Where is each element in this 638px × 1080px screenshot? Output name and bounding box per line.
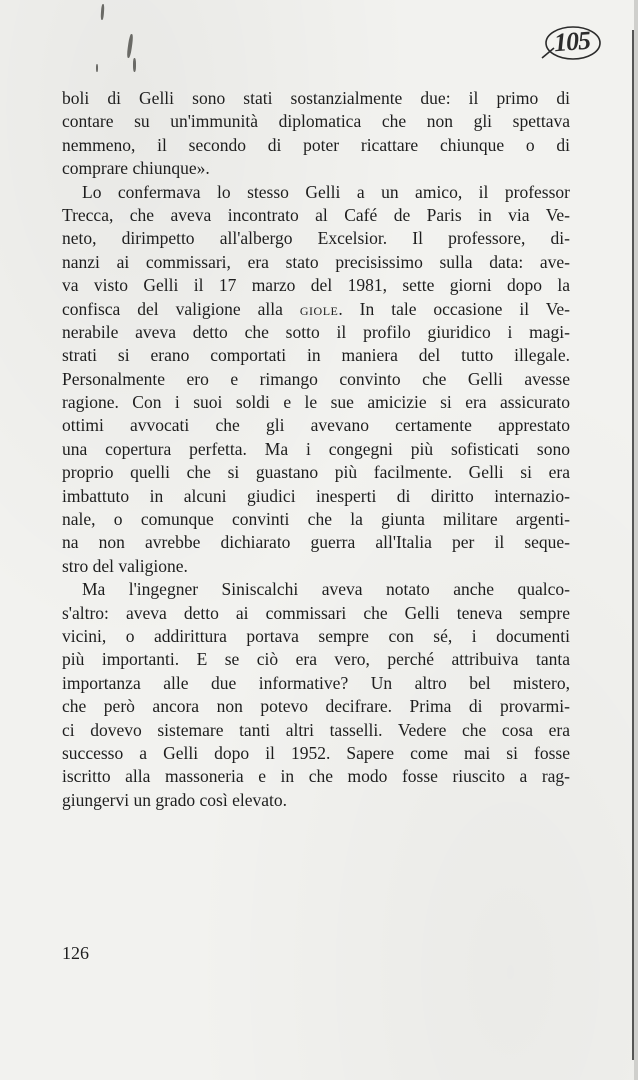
page-number: 126 — [62, 943, 89, 963]
text-segment: Personalmente ero e rimango convinto che Gelli avesse — [62, 368, 570, 389]
text-line — [62, 181, 570, 204]
text-line — [62, 298, 570, 321]
text-line — [62, 742, 570, 765]
text-line — [62, 110, 570, 133]
ink-speck — [126, 34, 133, 58]
acronym-smallcaps: giole — [299, 298, 339, 319]
text-line — [62, 461, 570, 484]
text-segment: strati si erano comportati in maniera del tutto illegale. — [62, 345, 570, 366]
text-line — [62, 508, 570, 531]
text-line — [62, 695, 570, 718]
text-segment: comprare chiunque». — [62, 158, 210, 179]
text-line — [62, 531, 570, 554]
text-line — [62, 157, 570, 180]
text-segment: nanzi ai commissari, era stato precisissimo sulla data: ave- — [62, 251, 570, 272]
text-line — [62, 391, 570, 414]
text-segment: Lo confermava lo stesso Gelli a un amico, il professor — [82, 181, 570, 202]
ink-speck — [133, 58, 136, 72]
page-edge-shadow — [634, 0, 638, 1080]
text-segment: iscritto alla massoneria e in che modo fosse riuscito a rag- — [62, 766, 570, 787]
ink-speck — [100, 4, 104, 20]
text-segment: confisca del valigione alla — [62, 298, 300, 319]
text-segment: ci dovevo sistemare tanti altri tasselli. Vedere che cosa era — [62, 719, 570, 740]
text-line — [62, 87, 570, 110]
text-line — [62, 344, 570, 367]
text-segment: na non avrebbe dichiarato guerra all'Italia per il seque- — [62, 532, 570, 553]
text-segment: nerabile aveva detto che sotto il profilo giuridico i magi- — [62, 321, 570, 342]
text-segment: neto, dirimpetto all'albergo Excelsior. Il professore, di- — [62, 228, 570, 249]
text-line — [62, 789, 570, 812]
text-line — [62, 134, 570, 157]
text-line — [62, 321, 570, 344]
text-segment: proprio quelli che si guastano più facilmente. Gelli si era — [62, 462, 570, 483]
text-segment: Trecca, che aveva incontrato al Café de Paris in via Ve- — [62, 204, 570, 225]
text-segment: ragione. Con i suoi soldi e le sue amicizie si era assicurato — [62, 392, 570, 413]
ink-speck — [96, 64, 98, 72]
text-line — [62, 251, 570, 274]
text-line — [62, 672, 570, 695]
text-segment: boli di Gelli sono stati sostanzialmente due: il primo di — [62, 88, 570, 108]
text-line — [62, 414, 570, 437]
text-line — [62, 438, 570, 461]
stamp-number: 105 — [552, 25, 591, 58]
text-line — [62, 555, 570, 578]
text-segment: vicini, o addirittura portava sempre con sé, i documenti — [62, 625, 570, 646]
text-line — [62, 719, 570, 742]
text-segment: stro del valigione. — [62, 555, 188, 576]
handwritten-page-stamp — [540, 22, 602, 62]
text-segment: nale, o comunque convinti che la giunta militare argenti- — [62, 509, 570, 530]
text-line — [62, 648, 570, 671]
page-edge-line — [632, 30, 634, 1060]
text-line — [62, 274, 570, 297]
text-line — [62, 602, 570, 625]
text-segment: più importanti. E se ciò era vero, perché attribuiva tanta — [62, 649, 570, 670]
text-line — [62, 227, 570, 250]
text-segment: . In tale occasione il Ve- — [338, 298, 571, 319]
text-segment: s'altro: aveva detto ai commissari che Gelli teneva sempre — [62, 602, 570, 623]
text-segment: contare su un'immunità diplomatica che non gli spettava — [62, 111, 570, 132]
text-segment: va visto Gelli il 17 marzo del 1981, sette giorni dopo la — [62, 275, 570, 296]
text-segment: importanza alle due informative? Un altro bel mistero, — [62, 672, 570, 693]
text-line — [62, 204, 570, 227]
text-line — [62, 765, 570, 788]
text-segment: ottimi avvocati che gli avevano certamente apprestato — [62, 415, 570, 436]
text-segment: successo a Gelli dopo il 1952. Sapere come mai si fosse — [62, 742, 570, 763]
text-line — [62, 625, 570, 648]
text-segment: giungervi un grado così elevato. — [62, 789, 288, 810]
text-segment: nemmeno, il secondo di poter ricattare chiunque o di — [62, 134, 570, 155]
text-segment: Ma l'ingegner Siniscalchi aveva notato anche qualco- — [82, 579, 570, 600]
text-segment: che però ancora non potevo decifrare. Prima di provarmi- — [62, 696, 570, 717]
body-text — [62, 87, 570, 812]
text-segment: imbattuto in alcuni giudici inesperti di diritto internazio- — [62, 485, 570, 506]
text-segment: una copertura perfetta. Ma i congegni più sofisticati sono — [62, 438, 570, 459]
text-line — [62, 578, 570, 601]
text-line — [62, 368, 570, 391]
text-line — [62, 485, 570, 508]
